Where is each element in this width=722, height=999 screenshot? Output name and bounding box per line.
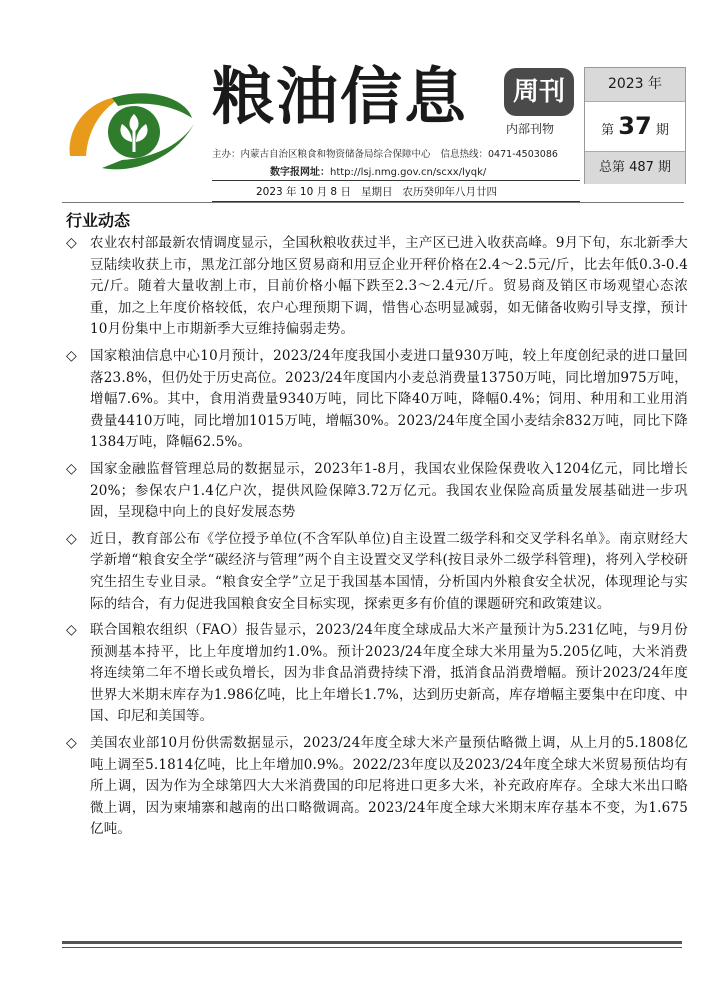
publish-date: 2023 年 10 月 8 日 xyxy=(256,186,351,198)
weekday: 星期日 xyxy=(360,186,393,198)
host-line xyxy=(212,146,580,160)
host-organization: 主办：内蒙古自治区粮食和物资储备局综合保障中心 xyxy=(212,149,431,160)
issue-info-box xyxy=(584,67,686,184)
news-item xyxy=(66,459,688,524)
news-item xyxy=(66,529,688,615)
weekly-badge: 周刊 xyxy=(504,68,574,116)
news-text: 国家金融监督管理总局的数据显示，2023年1-8月，我国农业保险保费收入1204亿元，同比增长20%；参保农户1.4亿户次，提供风险保障3.72万亿元。我国农业保险高质量发展基础进一步巩固，呈现稳中向上的良好发展态势 xyxy=(90,460,688,521)
issue-number-row xyxy=(585,102,685,150)
diamond-bullet-icon: ◇ xyxy=(66,347,77,364)
website-label: 数字报网址： xyxy=(270,167,330,178)
website-url: http://lsj.nmg.gov.cn/scxx/lyqk/ xyxy=(330,167,487,178)
news-item xyxy=(66,733,688,841)
news-item xyxy=(66,346,688,454)
issue-suffix: 期 xyxy=(655,123,669,138)
internal-publication-label: 内部刊物 xyxy=(506,122,555,136)
issue-number: 37 xyxy=(618,112,652,140)
news-text: 美国农业部10月份供需数据显示，2023/24年度全球大米产量预估略微上调，从上月的5.1808亿吨上调至5.1814亿吨，比上年增加0.9%。2022/23年度以及2023/24年度全球大米贸易预估均有所上调，因为作为全球第四大大米消费国的印尼将进口更多大米，补充政府库存。全球大米出口略微上调，因为柬埔寨和越南的出口略微调高。2023/24年度全球大米期末库存基本不变，为1.675亿吨。 xyxy=(90,735,688,838)
diamond-bullet-icon: ◇ xyxy=(66,530,77,547)
website-line xyxy=(270,163,486,178)
news-text: 近日，教育部公布《学位授予单位(不含军队单位)自主设置二级学科和交叉学科名单》。南京财经大学新增“粮食安全学“碳经济与管理”两个自主设置交叉学科(按目录外二级学科管理)，将列入学校研究生招生专业目录。“粮食安全学”立足于我国基本国情，分析国内外粮食安全状况，体现理论与实际的结合，有力促进我国粮食安全目标实现，探索更多有价值的课题研究和政策建议。 xyxy=(90,530,688,612)
news-list xyxy=(66,233,688,846)
issue-total: 总第 487 期 xyxy=(585,151,685,184)
news-item xyxy=(66,620,688,728)
diamond-bullet-icon: ◇ xyxy=(66,460,77,477)
newsletter-title: 粮油信息 xyxy=(212,60,469,133)
diamond-bullet-icon: ◇ xyxy=(66,622,77,639)
section-title: 行业动态 xyxy=(66,211,131,230)
footer-rule-thin xyxy=(62,947,682,948)
issue-year: 2023 年 xyxy=(585,68,685,102)
date-line xyxy=(256,184,507,199)
issue-prefix: 第 xyxy=(601,123,615,138)
diamond-bullet-icon: ◇ xyxy=(66,235,77,251)
grain-logo-icon xyxy=(62,84,202,174)
section-divider xyxy=(62,202,684,203)
lunar-date: 农历癸卯年八月廿四 xyxy=(402,186,497,198)
news-text: 农业农村部最新农情调度显示，全国秋粮收获过半，主产区已进入收获高峰。9月下旬，东北新季大豆陆续收获上市，黑龙江部分地区贸易商和用豆企业开秤价格在2.4～2.5元/斤，比去年低0.3-0.4元/斤。随着大量收割上市，目前价格小幅下跌至2.3～2.4元/斤。贸易商及销区市场观望心态浓重，加之上年度价格较低，农户心理预期下调，惜售心态明显减弱，如无储备收购引导支撑，预计10月份集中上市期新季大豆维持偏弱走势。 xyxy=(90,235,688,338)
news-item xyxy=(66,233,688,341)
footer-rule-thick xyxy=(62,941,682,944)
news-text: 国家粮油信息中心10月预计，2023/24年度我国小麦进口量930万吨，较上年度创纪录的进口量回落23.8%，但仍处于历史高位。2023/24年度国内小麦总消费量13750万吨，同比增加975万吨，增幅7.6%。其中，食用消费量9340万吨，同比下降40万吨，降幅0.4%；饲用、种用和工业用消费量4410万吨，同比增加1015万吨，增幅30%。2023/24年度全国小麦结余832万吨，同比下降1384万吨，降幅62.5%。 xyxy=(90,347,688,451)
news-text: 联合国粮农组织（FAO）报告显示，2023/24年度全球成品大米产量预计为5.231亿吨，与9月份预测基本持平，比上年度增加约1.0%。预计2023/24年度全球大米用量为5.205亿吨，大米消费将连续第二年不增长或负增长，因为非食品消费持续下滑，抵消食品消费增幅。预计2023/24年度世界大米期末库存为1.986亿吨，比上年增长1.7%，达到历史新高，库存增幅主要集中在印度、中国、印尼和美国等。 xyxy=(90,622,688,725)
diamond-bullet-icon: ◇ xyxy=(66,735,77,752)
hotline: 信息热线：0471-4503086 xyxy=(440,149,558,160)
